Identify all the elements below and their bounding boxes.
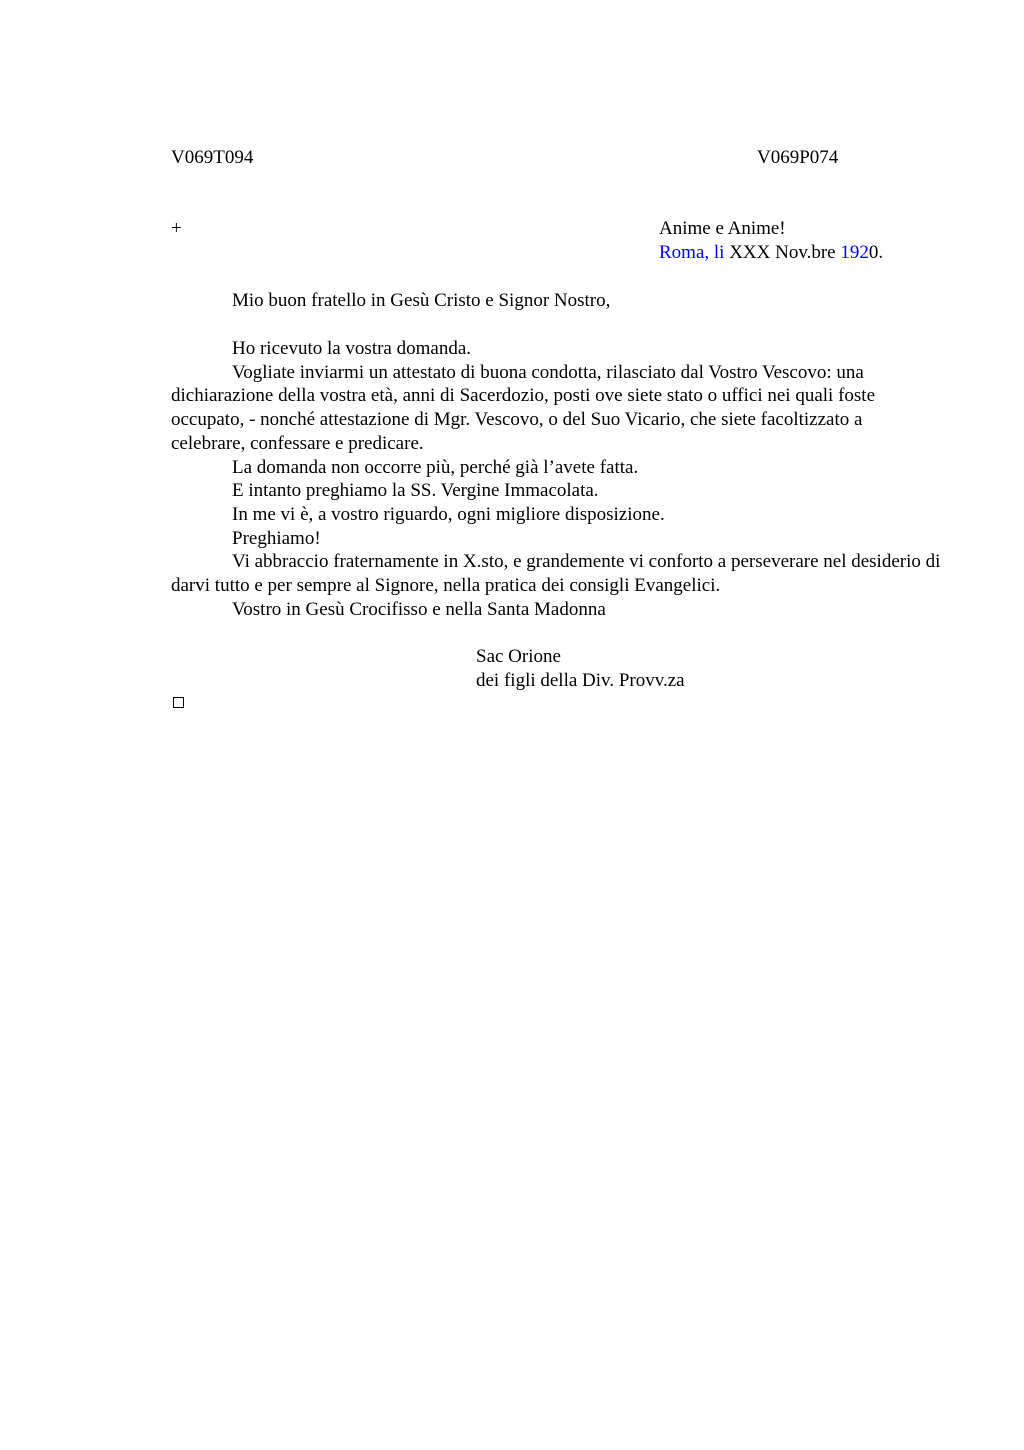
document-code-right: V069P074 [757, 147, 839, 168]
dateline-year-prefix: 192 [840, 242, 869, 263]
paragraph: Vostro in Gesù Crocifisso e nella Santa Madonna [232, 598, 606, 620]
motto: Anime e Anime! [659, 218, 786, 239]
letter-body [171, 337, 941, 621]
signature-title: dei figli della Div. Provv.za [476, 670, 685, 691]
signature [476, 645, 685, 693]
document-code-left: V069T094 [171, 147, 254, 168]
signature-name: Sac Orione [476, 646, 561, 667]
dateline-place: Roma, li [659, 242, 725, 263]
paragraph: Vogliate inviarmi un attestato di buona condotta, rilasciato dal Vostro Vescovo: una dichiarazione della vostra età, anni di Sacerdozio, posti ove siete stato o uffici nei quali foste occupato, - nonché attestazione di Mgr. Vescovo, o del Suo Vicario, che siete facoltizzato a celebrare, confessare e predicare. [171, 361, 876, 454]
salutation: Mio buon fratello in Gesù Cristo e Signor Nostro, [232, 290, 611, 311]
dateline-day-month: XXX Nov.bre [724, 242, 841, 263]
cross-mark: + [171, 218, 182, 239]
end-square-icon [173, 697, 184, 708]
paragraph: E intanto preghiamo la SS. Vergine Immacolata. [232, 480, 599, 502]
dateline [659, 241, 883, 265]
paragraph: La domanda non occorre più, perché già l’avete fatta. [232, 456, 639, 478]
dateline-year-suffix: 0. [868, 242, 884, 263]
paragraph: In me vi è, a vostro riguardo, ogni migliore disposizione. [232, 503, 665, 525]
paragraph: Preghiamo! [232, 527, 321, 549]
paragraph: Vi abbraccio fraternamente in X.sto, e grandemente vi conforto a perseverare nel desiderio di darvi tutto e per sempre al Signore, nella pratica dei consigli Evangelici. [171, 551, 941, 597]
paragraph: Ho ricevuto la vostra domanda. [232, 338, 472, 359]
